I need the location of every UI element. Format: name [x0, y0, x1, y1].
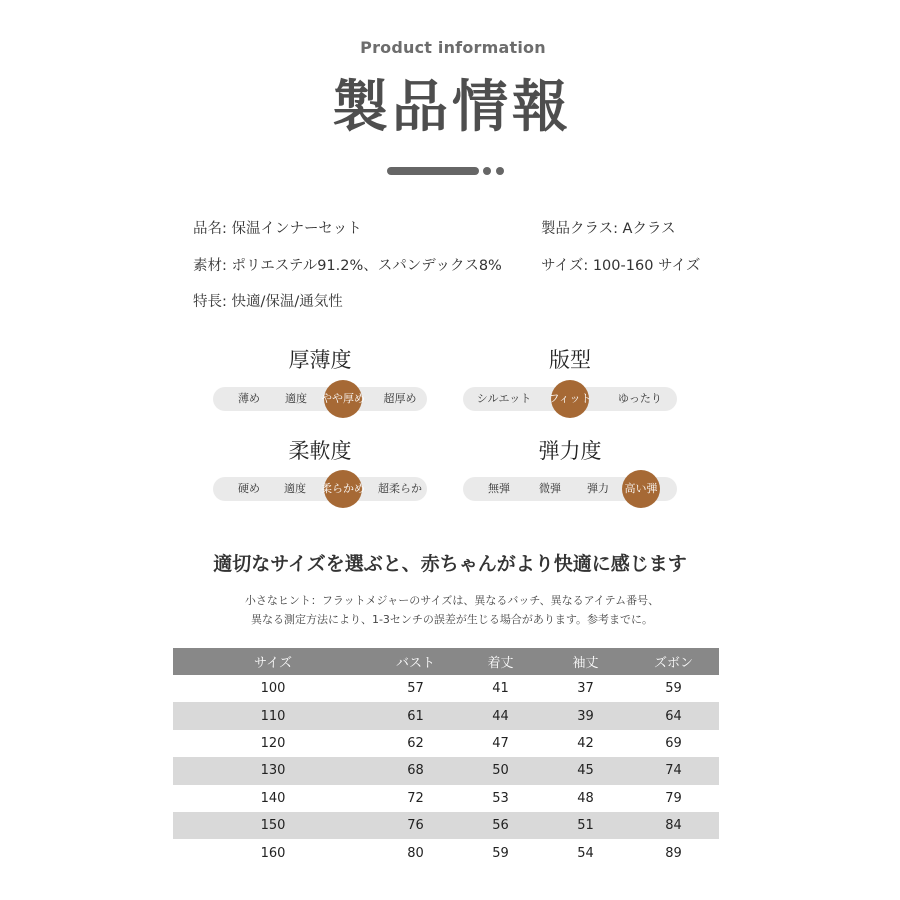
table-cell: 50 [458, 757, 543, 784]
info-material: 素材: ポリエステル91.2%、スパンデックス8% [193, 258, 502, 274]
meter-track-fit [463, 387, 677, 411]
table-cell: 59 [665, 681, 682, 697]
table-cell: 48 [577, 790, 594, 806]
meter-option-selected: フィット [548, 392, 592, 405]
column-header-length: 着丈 [458, 648, 543, 675]
info-size-range: サイズ: 100-160 サイズ [541, 258, 701, 274]
size-guide-tagline: 適切なサイズを選ぶと、赤ちゃんがより快適に感じます [213, 553, 687, 575]
meter-option: 適度 [285, 392, 307, 405]
info-features: 特長: 快適/保温/通気性 [193, 294, 343, 310]
meter-option: ゆったり [618, 392, 662, 405]
table-cell: 64 [628, 702, 719, 729]
meter-option: 硬め [238, 482, 260, 495]
title-divider-dot [496, 167, 504, 175]
table-header-row [173, 648, 719, 675]
table-cell: 53 [492, 790, 509, 806]
table-row [173, 839, 719, 866]
table-cell: 110 [173, 702, 373, 729]
column-header-bust: バスト [373, 648, 458, 675]
size-table [173, 648, 719, 867]
meter-option: 弾力 [587, 482, 609, 495]
table-cell: 41 [492, 681, 509, 697]
table-cell: 130 [173, 757, 373, 784]
meter-option: 無弾 [488, 482, 510, 495]
table-cell: 45 [543, 757, 628, 784]
table-cell: 69 [665, 735, 682, 751]
info-grade: 製品クラス: Aクラス [541, 221, 676, 237]
table-row [173, 757, 719, 784]
meter-title-elasticity: 弾力度 [538, 439, 602, 463]
table-row [173, 785, 719, 812]
table-cell: 62 [407, 735, 424, 751]
table-cell: 79 [665, 790, 682, 806]
meter-title-thickness: 厚薄度 [288, 348, 352, 372]
table-cell: 80 [407, 845, 424, 861]
table-row [173, 730, 719, 757]
title-divider-dot [483, 167, 491, 175]
meter-track-softness [213, 477, 427, 501]
table-cell: 47 [492, 735, 509, 751]
measurement-note-line: 異なる測定方法により、1-3センチの誤差が生じる場合があります。参考までに。 [250, 613, 654, 626]
table-cell: 56 [458, 812, 543, 839]
meter-option: 超厚め [383, 392, 417, 405]
table-cell: 150 [173, 812, 373, 839]
meter-option: 微弾 [539, 482, 561, 495]
table-cell: 51 [543, 812, 628, 839]
info-product-name: 品名: 保温インナーセット [193, 221, 362, 237]
table-cell: 74 [628, 757, 719, 784]
table-cell: 57 [407, 681, 424, 697]
measurement-note-line: 小さなヒント：フラットメジャーのサイズは、異なるバッチ、異なるアイテム番号、 [244, 594, 660, 607]
table-cell: 54 [577, 845, 594, 861]
meter-track-elasticity [463, 477, 677, 501]
meter-track-thickness [213, 387, 427, 411]
table-row [173, 675, 719, 702]
table-cell: 76 [373, 812, 458, 839]
column-header-pants: ズボン [628, 648, 719, 675]
meter-option-selected: やや厚め [321, 392, 365, 405]
table-row [173, 702, 719, 729]
meter-option: 適度 [284, 482, 306, 495]
table-cell: 42 [577, 735, 594, 751]
table-cell: 37 [577, 681, 594, 697]
meter-title-fit: 版型 [549, 348, 591, 372]
table-cell: 160 [260, 845, 286, 861]
page-title: 製品情報 [332, 75, 572, 140]
meter-option: 超柔らか [378, 482, 422, 495]
table-cell: 39 [543, 702, 628, 729]
section-subtitle: Product information [360, 38, 546, 57]
table-cell: 89 [665, 845, 682, 861]
meter-option-selected: 柔らかめ [321, 482, 365, 495]
table-row [173, 812, 719, 839]
table-cell: 100 [260, 681, 286, 697]
table-cell: 61 [373, 702, 458, 729]
meter-option: 薄め [238, 392, 260, 405]
table-cell: 44 [458, 702, 543, 729]
column-header-sleeve: 袖丈 [543, 648, 628, 675]
table-cell: 84 [628, 812, 719, 839]
table-cell: 59 [492, 845, 509, 861]
table-cell: 68 [373, 757, 458, 784]
table-cell: 120 [260, 735, 286, 751]
meter-title-softness: 柔軟度 [288, 439, 352, 463]
table-cell: 72 [407, 790, 424, 806]
meter-option: シルエット [476, 392, 532, 405]
table-cell: 140 [260, 790, 286, 806]
title-divider-bar [387, 167, 479, 175]
column-header-size: サイズ [173, 648, 373, 675]
meter-option-selected: 高い弾 [624, 482, 658, 495]
